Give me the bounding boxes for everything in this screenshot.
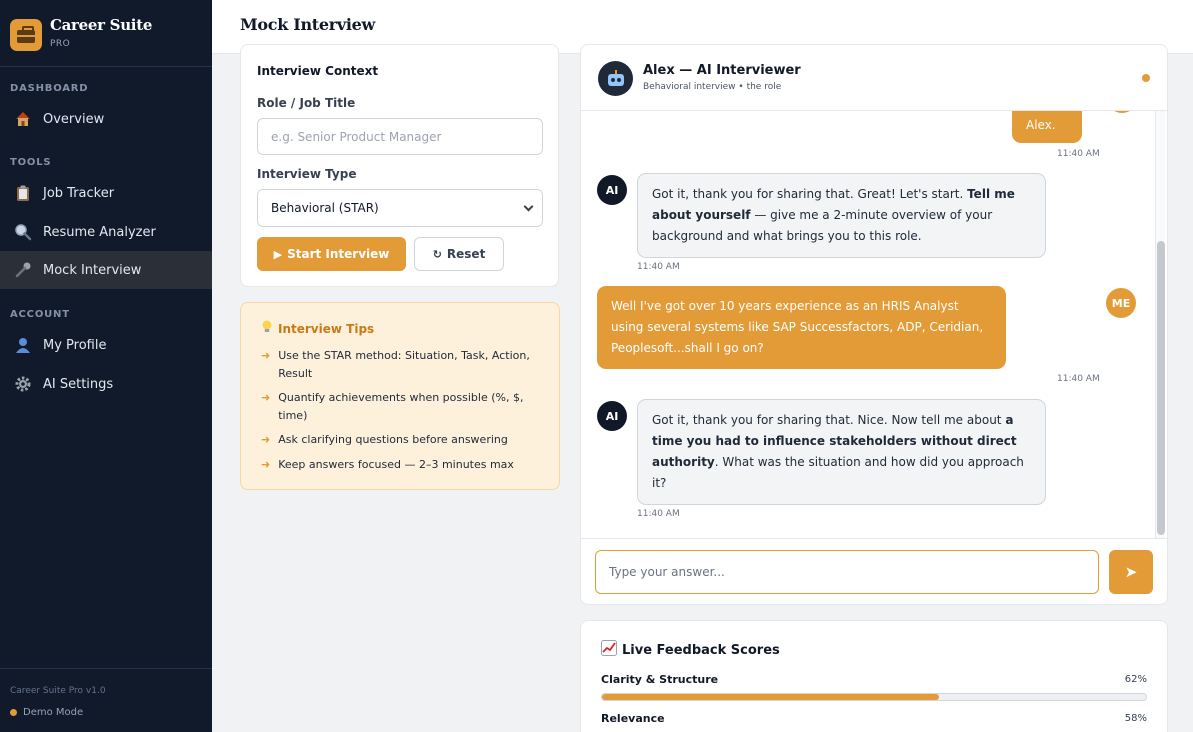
- tip-item: [261, 456, 546, 474]
- briefcase-icon: [10, 19, 42, 51]
- page-title: Mock Interview: [240, 15, 376, 34]
- app-version: Career Suite Pro v1.0: [10, 686, 106, 696]
- sidebar-item-overview[interactable]: [0, 100, 212, 138]
- tip-item: [261, 347, 546, 383]
- score-bar: [601, 693, 1147, 701]
- interviewer-name: Alex — AI Interviewer: [643, 63, 801, 78]
- play-icon: ▶: [273, 247, 283, 261]
- ai-avatar: AI: [597, 175, 627, 205]
- microphone-icon: [13, 260, 33, 280]
- feedback-title-text: Live Feedback Scores: [622, 642, 780, 658]
- nav-section-tools: TOOLS: [10, 157, 52, 168]
- tip-text: Ask clarifying questions before answering: [278, 433, 508, 446]
- start-interview-label: Start Interview: [287, 247, 390, 261]
- tip-text: Quantify achievements when possible (%, $, time): [278, 391, 524, 422]
- sidebar-item-label: Mock Interview: [43, 262, 142, 278]
- tip-text: Use the STAR method: Situation, Task, Action, Result: [278, 349, 530, 380]
- reset-button[interactable]: [414, 237, 504, 271]
- user-avatar: [1107, 111, 1137, 113]
- tips-title-text: Interview Tips: [278, 321, 375, 336]
- clipboard-icon: [13, 183, 33, 203]
- sidebar-item-label: AI Settings: [43, 376, 114, 392]
- demo-mode-label: Demo Mode: [23, 707, 84, 718]
- message-text: Got it, thank you for sharing that. Great! Let's start.: [652, 187, 968, 201]
- tip-item: [261, 431, 546, 449]
- user-icon: [13, 335, 33, 355]
- sidebar-item-mock-interview[interactable]: [0, 251, 212, 289]
- sidebar-item-label: My Profile: [43, 337, 107, 353]
- interview-tips-card: [240, 302, 560, 490]
- house-icon: [13, 109, 33, 129]
- sidebar-item-job-tracker[interactable]: [0, 174, 212, 212]
- gear-icon: [13, 374, 33, 394]
- interview-type-select[interactable]: [257, 189, 543, 227]
- chat-header: [581, 45, 1167, 111]
- sidebar-item-label: Overview: [43, 111, 105, 127]
- user-message-bubble: Well I've got over 10 years experience as an HRIS Analyst using several systems like SAP Successfactors, ADP, Ceridian, Peoplesoft...shall I go on?: [597, 286, 1006, 369]
- interview-context-card: [240, 44, 559, 287]
- demo-mode-indicator: [10, 707, 83, 718]
- live-status-dot: [1142, 74, 1150, 82]
- live-feedback-card: [580, 620, 1168, 732]
- nav-section-account: ACCOUNT: [10, 309, 70, 320]
- message-emphasis: a time you had to influence stakeholders without direct authority: [652, 413, 1017, 469]
- sidebar-item-my-profile[interactable]: [0, 326, 212, 364]
- arrow-right-icon: ➜: [261, 349, 271, 362]
- brand-subtitle: PRO: [50, 39, 71, 49]
- score-value: 58%: [1124, 713, 1147, 724]
- interview-type-label: Interview Type: [257, 167, 357, 181]
- context-title: Interview Context: [257, 64, 379, 78]
- sidebar: [0, 0, 212, 732]
- brand: [0, 0, 212, 67]
- chat-scrollbar-thumb[interactable]: [1157, 241, 1165, 535]
- message-timestamp: 11:40 AM: [1057, 149, 1100, 159]
- status-dot-icon: [10, 709, 17, 716]
- tip-item: [261, 389, 546, 425]
- user-message-bubble: Alex.: [1012, 111, 1082, 143]
- start-interview-button[interactable]: [257, 237, 406, 271]
- message-emphasis: Tell me about yourself: [652, 187, 1015, 222]
- sidebar-item-label: Job Tracker: [43, 185, 115, 201]
- sidebar-item-resume-analyzer[interactable]: [0, 213, 212, 251]
- arrow-right-icon: ➜: [261, 391, 271, 404]
- message-timestamp: 11:40 AM: [637, 509, 680, 519]
- nav-section-dashboard: DASHBOARD: [10, 83, 89, 94]
- message-text: Got it, thank you for sharing that. Nice. Now tell me about: [652, 413, 1006, 427]
- reset-icon: ↻: [432, 247, 442, 261]
- answer-input[interactable]: [595, 550, 1099, 594]
- role-label: Role / Job Title: [257, 96, 356, 110]
- score-label: Relevance: [601, 712, 665, 725]
- score-bar-fill: [602, 694, 939, 700]
- send-button[interactable]: [1109, 550, 1153, 594]
- chevron-down-icon: [524, 202, 534, 212]
- magnifier-icon: [13, 222, 33, 242]
- interview-type-value: Behavioral (STAR): [271, 201, 379, 215]
- chat-composer: [581, 538, 1167, 604]
- ai-message-bubble: [637, 399, 1046, 505]
- ai-avatar: AI: [597, 401, 627, 431]
- sidebar-item-label: Resume Analyzer: [43, 224, 156, 240]
- feedback-title: [601, 640, 780, 660]
- message-timestamp: 11:40 AM: [1057, 374, 1100, 384]
- brand-title: Career Suite: [50, 16, 153, 34]
- score-label: Clarity & Structure: [601, 673, 719, 686]
- tip-text: Keep answers focused — 2–3 minutes max: [278, 458, 514, 471]
- interviewer-subtitle: Behavioral interview • the role: [643, 82, 782, 92]
- lightbulb-icon: [261, 320, 273, 337]
- sidebar-divider: [0, 668, 212, 669]
- tips-title: [261, 320, 374, 337]
- role-input[interactable]: [257, 118, 543, 155]
- chat-messages[interactable]: [581, 111, 1167, 538]
- arrow-right-icon: ➜: [261, 458, 271, 471]
- send-icon: ➤: [1124, 563, 1138, 581]
- arrow-right-icon: ➜: [261, 433, 271, 446]
- score-value: 62%: [1124, 674, 1147, 685]
- sidebar-item-ai-settings[interactable]: [0, 365, 212, 403]
- chart-icon: [601, 640, 617, 660]
- chat-panel: [580, 44, 1168, 605]
- user-avatar: ME: [1106, 288, 1136, 318]
- ai-message-bubble: [637, 173, 1046, 258]
- message-text: — give me a 2-minute overview of your background and what brings you to this role.: [652, 208, 993, 243]
- robot-avatar-icon: [598, 61, 633, 96]
- reset-label: Reset: [446, 247, 486, 261]
- message-text: . What was the situation and how did you approach it?: [652, 455, 1024, 490]
- message-timestamp: 11:40 AM: [637, 262, 680, 272]
